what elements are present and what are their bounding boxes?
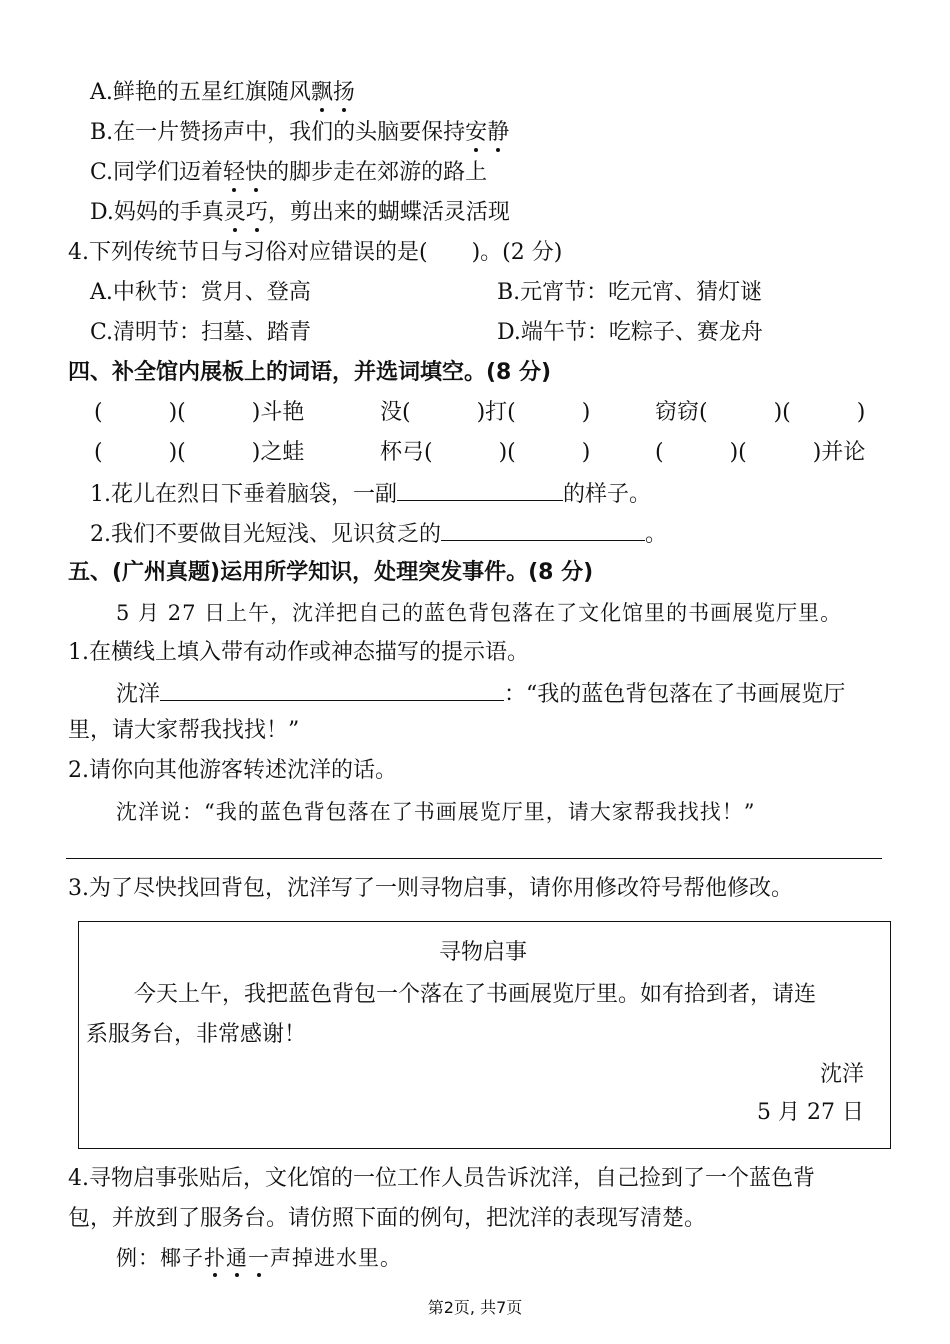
option-4d: D.端午节：吃粽子、赛龙舟: [497, 320, 763, 345]
dotted-char: 巧: [246, 198, 268, 228]
question-5-1: 1.在横线上填入带有动作或神态描写的提示语。: [68, 640, 529, 665]
dotted-char: 飘: [311, 78, 333, 108]
idiom-blank: 杯弓( )( ): [380, 440, 591, 465]
option-3d: D.妈妈的手真灵巧，剪出来的蝴蝶活灵活现: [90, 198, 510, 228]
fill-sentence-1: 1.花儿在烈日下垂着脑袋，一副 的样子。: [90, 478, 651, 510]
idiom-blank: ( )( )斗艳: [94, 400, 305, 425]
dotted-char: 扑: [204, 1243, 226, 1273]
scenario-text: 5 月 27 日上午，沈洋把自己的蓝色背包落在了文化馆里的书画展览厅里。: [116, 601, 843, 625]
idiom-blank: ( )( )并论: [655, 440, 866, 465]
section-5-title: 五、(广州真题)运用所学知识，处理突发事件。(8 分): [68, 560, 594, 585]
dotted-char: 快: [245, 158, 267, 188]
dotted-char: 一: [248, 1243, 270, 1273]
option-3b: B.在一片赞扬声中，我们的头脑要保持安静: [90, 118, 509, 148]
option-3c: C.同学们迈着轻快的脚步走在郊游的路上: [90, 158, 487, 188]
answer-line[interactable]: [160, 678, 504, 701]
dotted-char: 静: [487, 118, 509, 148]
fill-sentence-2: 2.我们不要做目光短浅、见识贫乏的 。: [90, 518, 667, 550]
dotted-char: 安: [465, 118, 487, 148]
prompt-sentence-cont: 里，请大家帮我找找！”: [68, 718, 300, 743]
notice-title: 寻物启事: [438, 940, 527, 965]
dotted-char: 轻: [223, 158, 245, 188]
dotted-char: 灵: [224, 198, 246, 228]
option-4a: A.中秋节：赏月、登高: [90, 280, 311, 305]
dotted-char: 通: [226, 1243, 248, 1273]
question-5-4-line-1: 4.寻物启事张贴后，文化馆的一位工作人员告诉沈洋，自己捡到了一个蓝色背: [68, 1166, 815, 1191]
answer-line[interactable]: [441, 518, 645, 541]
option-3a: A.鲜艳的五星红旗随风飘扬: [90, 78, 355, 108]
answer-line[interactable]: [397, 478, 563, 501]
answer-line[interactable]: [66, 858, 882, 859]
notice-body-line-1: 今天上午，我把蓝色背包一个落在了书画展览厅里。如有拾到者，请连: [134, 982, 817, 1007]
shen-yang-quote: 沈洋说：“我的蓝色背包落在了书画展览厅里，请大家帮我找找！”: [116, 800, 756, 824]
option-4c: C.清明节：扫墓、踏青: [90, 320, 312, 345]
idiom-blank: 没( )打( ): [380, 400, 591, 425]
example-sentence: 例：椰子扑通一声掉进水里。: [116, 1243, 402, 1273]
notice-signature: 沈洋: [819, 1062, 864, 1087]
option-4b: B.元宵节：吃元宵、猜灯谜: [497, 280, 763, 305]
notice-date: 5 月 27 日: [757, 1100, 864, 1125]
notice-body-line-2: 系服务台，非常感谢！: [86, 1022, 307, 1047]
question-5-3: 3.为了尽快找回背包，沈洋写了一则寻物启事，请你用修改符号帮他修改。: [68, 876, 793, 901]
question-4-stem: 4.下列传统节日与习俗对应错误的是( )。(2 分): [68, 240, 563, 265]
dotted-char: 扬: [333, 78, 355, 108]
idiom-blank: ( )( )之蛙: [94, 440, 305, 465]
section-4-title: 四、补全馆内展板上的词语，并选词填空。(8 分): [68, 360, 552, 385]
idiom-blank: 窃窃( )( ): [655, 400, 866, 425]
prompt-sentence: 沈洋 ：“我的蓝色背包落在了书画展览厅: [116, 678, 845, 710]
question-5-2: 2.请你向其他游客转述沈洋的话。: [68, 758, 397, 783]
question-5-4-line-2: 包，并放到了服务台。请仿照下面的例句，把沈洋的表现写清楚。: [68, 1206, 707, 1231]
page-footer: 第2页, 共7页: [427, 1298, 523, 1317]
